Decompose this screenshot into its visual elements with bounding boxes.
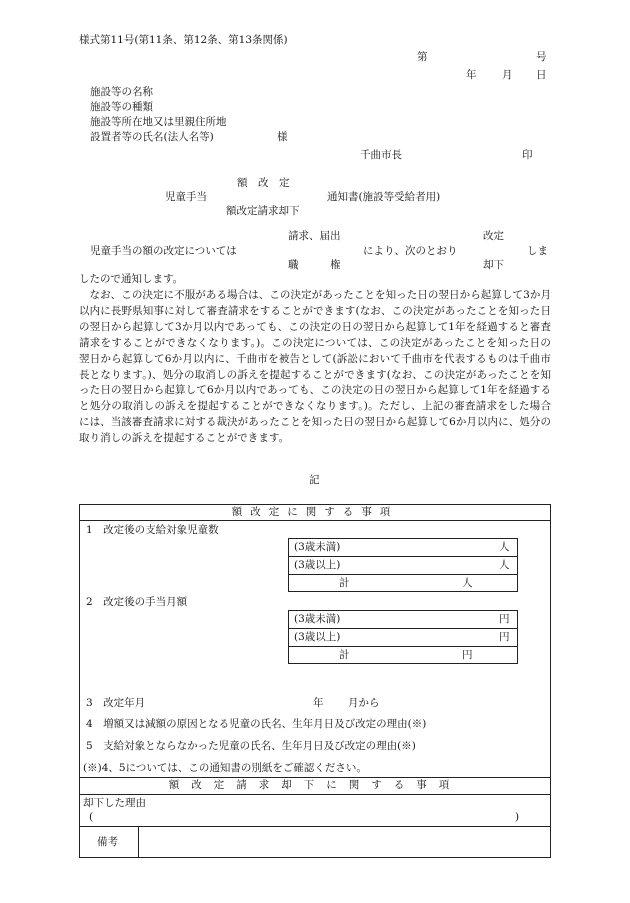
recipient-field-owner: 設置者等の氏名(法人名等) [90,131,214,143]
intro-result-revision: 改定 [483,230,504,242]
amount-under3-unit: 円 [499,613,510,625]
recipient-field-type: 施設等の種類 [90,101,153,113]
appeal-notice [79,288,551,447]
honorific: 様 [277,131,288,143]
item-1-label: 1 改定後の支給対象児童数 [86,524,219,536]
issuer: 千曲市長 [360,149,402,161]
child-count-under3-unit: 人 [499,541,510,553]
title-left: 児童手当 [165,191,207,203]
item-3-year: 年 [313,697,324,709]
recipient-field-name: 施設等の名称 [90,86,153,98]
amount-over3-unit: 円 [499,631,510,643]
appeal-notice-text: なお、この決定に不服がある場合は、この決定があったことを知った日の翌日から起算して3か月以内に長野県知事に対して審査請求をすることができます(なお、この決定があったことを知った日の翌日から起算して3か月以内であっても、この決定の日の翌日から起算して1年を経過すると審査請求をすることができなくなります。)。この決定については、この決定があったことを知った日の翌日から起算して6か月以内に、千曲市を被告として(訴訟において千曲市を代表するものは千曲市長となります。)、処分の取消しの訴えを提起することができます(なお、この決定があったことを知った日の翌日から起算して6か月以内であっても、この決定の日の翌日から起算して1年を経過すると処分の取消しの訴えを提起することができなくなります。)。ただし、上記の審査請求をした場合には、当該審査請求に対する裁決があったことを知った日の翌日から起算して6か月以内に、処分の取り消しの訴えを提起することができます。 [79,289,551,445]
form-number: 様式第11号(第11条、第12条、第13条関係) [79,34,288,46]
child-count-over3-unit: 人 [499,559,510,571]
amount-total-label: 計 [339,649,350,661]
intro-option-request: 請求、届出 [288,230,341,242]
doc-number-suffix: 号 [536,51,547,63]
item-2-label: 2 改定後の手当月額 [86,596,188,608]
recipient-field-address: 施設等所在地又は里親住所地 [90,116,227,128]
amount-total-unit: 円 [462,649,473,661]
amount-under3-label: (3歳未満) [294,613,341,625]
intro-mid: により、次のとおり [363,245,458,257]
item-4-label: 4 増額又は減額の原因となる児童の氏名、生年月日及び改定の理由(※) [86,718,427,730]
intro-result-reject: 却下 [483,259,504,271]
date-year: 年 [466,69,477,81]
date-month: 月 [502,69,513,81]
section-header-reject: 額改定請求却下に関する事項 [168,779,462,791]
reject-reason-label: 却下した理由 [83,797,146,809]
doc-number-prefix: 第 [417,51,428,63]
item-5-label: 5 支給対象とならなかった児童の氏名、生年月日及び改定の理由(※) [86,740,416,752]
ki-mark: 記 [309,474,320,486]
item-3-label: 3 改定年月 [86,697,146,709]
remarks-label: 備考 [97,836,118,848]
title-right: 通知書(施設等受給者用) [327,191,441,203]
title-option-reject: 額改定請求却下 [226,205,300,217]
child-count-over3-label: (3歳以上) [294,559,341,571]
footnote: (※)4、5については、この通知書の別紙をご確認ください。 [83,762,367,774]
intro-continuation: したので通知します。 [79,273,184,285]
child-count-total-unit: 人 [462,577,473,589]
section-header-revision: 額改定に関する事項 [231,506,399,518]
date-day: 日 [536,69,547,81]
child-count-under3-label: (3歳未満) [294,541,341,553]
reject-reason-paren-open: ( [89,811,94,823]
seal: 印 [522,149,533,161]
amount-over3-label: (3歳以上) [294,631,341,643]
intro-lead: 児童手当の額の改定については [90,245,237,257]
title-option-revision: 額 改 定 [237,177,290,189]
item-3-month: 月から [348,697,380,709]
reject-reason-paren-close: ) [515,811,520,823]
intro-option-ex-officio: 職 権 [288,259,341,271]
child-count-total-label: 計 [339,577,350,589]
intro-tail: しま [527,245,548,257]
